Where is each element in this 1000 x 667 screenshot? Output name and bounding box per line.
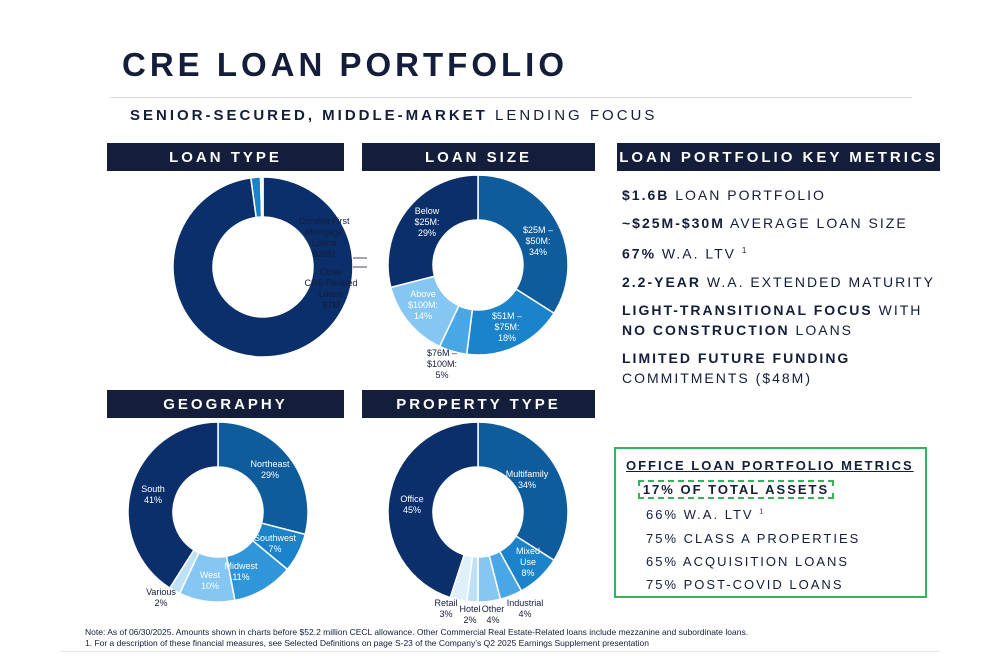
- loan_size-label-2: $76M – $100M: 5%: [426, 348, 458, 380]
- loan_type-label-1: Conduit First Mortgage Loans $28M: [298, 216, 350, 259]
- bottom-divider: [60, 651, 940, 652]
- title-divider: [110, 97, 912, 98]
- property_type-label-5: Retail 3%: [434, 598, 458, 619]
- property_type-slice-0: [478, 422, 568, 560]
- metric-label-2: LOANS: [789, 321, 854, 338]
- loan_size-label-3: Above $100M: 14%: [407, 289, 439, 321]
- metric-label-2: COMMITMENTS ($48M): [622, 369, 812, 386]
- loan_type-label-0: Balance Sheet First Mortgage Loans $1,586M: [132, 233, 172, 298]
- metric-focus: [622, 300, 952, 340]
- footnote-line-2: 1. For a description of these financial measures, see Selected Definitions on page S-23 of the Company’s Q2 2025 Earnings Supplement presentation: [85, 638, 650, 648]
- footnote-marker: 1: [741, 246, 749, 255]
- loan_size-label-0: $25M – $50M: 34%: [522, 225, 554, 257]
- geography-label-2: Midwest 11%: [224, 561, 258, 582]
- metric-value: 67%: [622, 245, 657, 262]
- office-item-text: 75% CLASS A PROPERTIES: [646, 531, 861, 546]
- office-metrics-box: [614, 447, 927, 598]
- metric-label: WITH: [872, 301, 923, 318]
- office-highlight: 17% OF TOTAL ASSETS: [638, 480, 834, 499]
- office-item-ltv: [646, 507, 765, 522]
- loan_size-label-4: Below $25M: 29%: [414, 206, 440, 238]
- geography-label-0: Northeast 29%: [250, 459, 290, 480]
- metric-value: 2.2-YEAR: [622, 273, 702, 290]
- office-item-post-covid: [646, 577, 844, 592]
- office-item-text: 66% W.A. LTV: [646, 507, 754, 522]
- property_type-label-3: Other 4%: [481, 604, 505, 625]
- loan-size-donut: [360, 175, 600, 390]
- geography-label-5: South 41%: [141, 484, 165, 505]
- loan-type-chart: [105, 175, 385, 375]
- property-type-chart: [360, 420, 600, 628]
- metric-label: W.A. LTV: [656, 245, 737, 262]
- metric-label: W.A. EXTENDED MATURITY: [701, 273, 936, 290]
- property_type-label-2: Industrial 4%: [506, 598, 544, 619]
- metric-portfolio: [622, 185, 952, 205]
- loan_size-label-1: $51M – $75M: 18%: [491, 311, 523, 343]
- subtitle-rest: LENDING FOCUS: [495, 107, 658, 124]
- metric-value: $1.6B: [622, 187, 670, 203]
- footnotes: [85, 627, 748, 649]
- footnote-line-1: Note: As of 06/30/2025. Amounts shown in charts before $52.2 million CECL allowance. Other Commercial Real Estate-Related loans include mezzanine and subordinate loans.: [85, 627, 749, 637]
- office-item-acquisition: [646, 554, 849, 569]
- key-metrics-list: [622, 185, 952, 396]
- metric-value-2: NO CONSTRUCTION: [622, 321, 790, 338]
- loan-type-donut: [105, 175, 385, 375]
- metric-label: LOAN PORTFOLIO: [669, 187, 826, 203]
- geography-label-4: Various 2%: [146, 587, 176, 608]
- property_type-label-1: Mixed Use 8%: [515, 546, 541, 578]
- loan-size-chart: [360, 175, 600, 390]
- metric-label: AVERAGE LOAN SIZE: [724, 215, 908, 231]
- loan_type-slice-2: [261, 177, 263, 217]
- property-type-donut: [360, 420, 600, 628]
- geography-donut: [105, 420, 345, 620]
- office-item-class-a: [646, 531, 860, 546]
- geography-label-1: Southwest 7%: [253, 533, 297, 554]
- property_type-label-0: Multifamily 34%: [505, 469, 549, 490]
- subtitle-bold: SENIOR-SECURED, MIDDLE-MARKET: [130, 107, 488, 124]
- loan-type-header: LOAN TYPE: [107, 143, 344, 171]
- office-metrics-title: OFFICE LOAN PORTFOLIO METRICS: [626, 458, 914, 473]
- office-item-text: 75% POST-COVID LOANS: [646, 577, 844, 592]
- page-subtitle: [130, 107, 657, 124]
- office-item-text: 65% ACQUISITION LOANS: [646, 554, 850, 569]
- metric-ltv: [622, 241, 952, 264]
- geography-chart: [105, 420, 345, 620]
- loan-size-header: LOAN SIZE: [362, 143, 595, 171]
- metric-avg-loan-size: [622, 213, 952, 233]
- geography-header: GEOGRAPHY: [107, 390, 344, 418]
- geography-label-3: West 10%: [199, 570, 221, 591]
- property_type-label-6: Office 45%: [400, 494, 424, 515]
- metric-value: LIMITED FUTURE FUNDING: [622, 349, 851, 366]
- metric-value: ~$25M-$30M: [622, 215, 725, 231]
- page-title: CRE LOAN PORTFOLIO: [122, 46, 568, 83]
- footnote-marker: 1: [759, 508, 766, 516]
- property_type-label-4: Hotel 2%: [459, 604, 481, 625]
- property-type-header: PROPERTY TYPE: [362, 390, 595, 418]
- loan_type-label-2: Other CRE-Related Loans $7M: [304, 267, 358, 310]
- metric-maturity: [622, 272, 952, 292]
- key-metrics-header: LOAN PORTFOLIO KEY METRICS: [617, 143, 940, 171]
- metric-future-funding: [622, 348, 952, 388]
- loan_size-slice-0: [478, 175, 568, 313]
- metric-value: LIGHT-TRANSITIONAL FOCUS: [622, 301, 873, 318]
